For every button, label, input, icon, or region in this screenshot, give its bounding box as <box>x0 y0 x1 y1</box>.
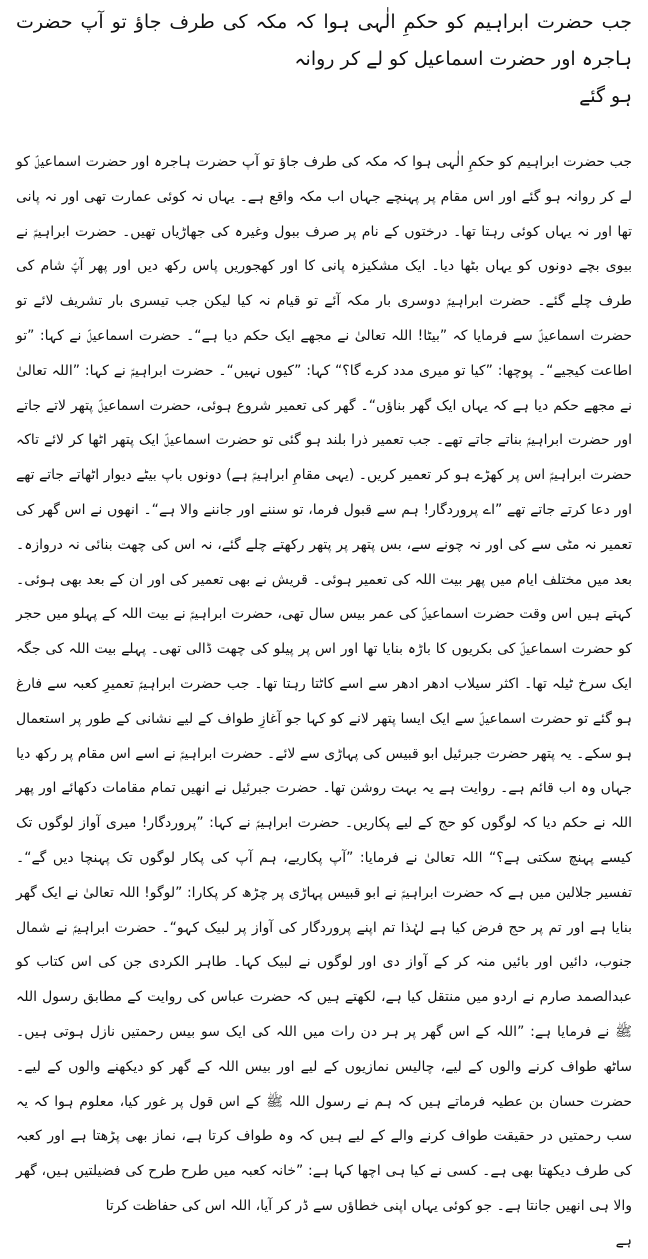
heading-line-2: ہو گئے <box>579 85 632 107</box>
page-heading <box>16 4 632 115</box>
body-last-line: ہے <box>615 1232 632 1249</box>
body-paragraph: جب حضرت ابراہیم کو حکمِ الٰہی ہوا کہ مکہ کی طرف جاؤ تو آپ حضرت ہاجرہ اور حضرت اسماعیلؑ کو لے کر روانہ ہو گئے اور اس مقام پر پہنچے جہاں اب مکہ واقع ہے۔ یہاں نہ کوئی عمارت تھی اور نہ پانی تھا اور نہ یہاں کوئی رہتا تھا۔ درختوں کے نام پر صرف ببول وغیرہ کی جھاڑیاں تھیں۔ حضرت ابراہیمؑ نے بیوی بچے دونوں کو یہاں بٹھا دیا۔ ایک مشکیزہ پانی کا اور کھجوریں پاس رکھ دیں اور پھر آپؑ شام کی طرف چلے گئے۔ حضرت ابراہیمؑ دوسری بار مکہ آئے تو قیام نہ کیا لیکن جب تیسری بار تشریف لائے تو حضرت اسماعیلؑ سے فرمایا کہ ”بیٹا! اللہ تعالیٰ نے مجھے ایک حکم دیا ہے“۔ حضرت اسماعیلؑ نے کہا: ”تو اطاعت کیجیے“۔ پوچھا: ”کیا تو میری مدد کرے گا؟“ کہا: ”کیوں نہیں“۔ حضرت ابراہیمؑ نے کہا: ”اللہ تعالیٰ نے مجھے حکم دیا ہے کہ یہاں ایک گھر بناؤں“۔ گھر کی تعمیر شروع ہوئی، حضرت اسماعیلؑ پتھر لاتے جاتے اور حضرت ابراہیمؑ بناتے جاتے تھے۔ جب تعمیر ذرا بلند ہو گئی تو حضرت اسماعیلؑ ایک پتھر اٹھا کر لائے تاکہ حضرت ابراہیمؑ اس پر کھڑے ہو کر تعمیر کریں۔ (یہی مقامِ ابراہیمؑ ہے) دونوں باپ بیٹے دیوار اٹھاتے جاتے تھے اور دعا کرتے جاتے تھے ”اے پروردگار! ہم سے قبول فرما، تو سننے اور جاننے والا ہے“۔ انھوں نے اس گھر کی تعمیر نہ مٹی سے کی اور نہ چونے سے، بس پتھر پر پتھر رکھتے چلے گئے، نہ اس کی چھت بنائی نہ دروازہ۔ بعد میں مختلف ایام میں پھر بیت اللہ کی تعمیر ہوئی۔ قریش نے بھی تعمیر کی اور ان کے بعد بھی ہوئی۔ کہتے ہیں اس وقت حضرت اسماعیلؑ کی عمر بیس سال تھی، حضرت ابراہیمؑ نے بیت اللہ کے پہلو میں حجر کو حضرت اسماعیلؑ کی بکریوں کا باڑہ بنایا تھا اور اس پر پیلو کی چھت ڈالی تھی۔ پہلے بیت اللہ کی جگہ ایک سرخ ٹیلہ تھا۔ اکثر سیلاب ادھر ادھر سے اسے کاٹتا رہتا تھا۔ جب حضرت ابراہیمؑ تعمیرِ کعبہ سے فارغ ہو گئے تو حضرت اسماعیلؑ سے ایک ایسا پتھر لانے کو کہا جو آغازِ طواف کے لیے نشانی کے طور پر استعمال ہو سکے۔ یہ پتھر حضرت جبرئیل ابو قبیس کی پہاڑی سے لائے۔ حضرت ابراہیمؑ نے اسے اس مقام پر رکھ دیا جہاں وہ اب قائم ہے۔ روایت ہے یہ بہت روشن تھا۔ حضرت جبرئیل نے انھیں تمام مقامات دکھائے اور پھر اللہ نے حکم دیا کہ لوگوں کو حج کے لیے پکاریں۔ حضرت ابراہیمؑ نے کہا: ”پروردگار! میری آواز لوگوں تک کیسے پہنچ سکتی ہے؟“ اللہ تعالیٰ نے فرمایا: ”آپ پکاریے، ہم آپ کی پکار لوگوں تک پہنچا دیں گے“۔ تفسیر جلالین میں ہے کہ حضرت ابراہیمؑ نے ابو قبیس پہاڑی پر چڑھ کر پکارا: ”لوگو! اللہ تعالیٰ نے ایک گھر بنایا ہے اور تم پر حج فرض کیا ہے لہٰذا تم اپنے پروردگار کی آواز پر لبیک کہو“۔ حضرت ابراہیمؑ نے شمال جنوب، دائیں اور بائیں منہ کر کے آواز دی اور لوگوں نے لبیک کہا۔ طاہر الکردی جن کی اس کتاب کو عبدالصمد صارم نے اردو میں منتقل کیا ہے، لکھتے ہیں کہ حضرت عباس کی روایت کے مطابق رسول اللہ ﷺ نے فرمایا ہے: ”اللہ کے اس گھر پر ہر دن رات میں اللہ کی ایک سو بیس رحمتیں نازل ہوتی ہیں۔ ساٹھ طواف کرنے والوں کے لیے، چالیس نمازیوں کے لیے اور بیس اللہ کے گھر کو دیکھنے والوں کے لیے۔ حضرت حسان بن عطیہ فرماتے ہیں کہ ہم نے رسول اللہ ﷺ کے اس قول پر غور کیا، معلوم ہوا کہ یہ سب رحمتیں در حقیقت طواف کرنے والے کے لیے ہیں کہ وہ طواف کرتا ہے، نماز بھی پڑھتا ہے اور کعبہ کی طرف دیکھتا بھی ہے۔ کسی نے کیا ہی اچھا کہا ہے: ”خانہ کعبہ میں طرح طرح کی فضیلتیں ہیں، گھر والا ہی انھیں جانتا ہے۔ جو کوئی یہاں اپنی خطاؤں سے ڈر کر آیا، اللہ اس کی حفاظت کرتا <box>16 154 632 1214</box>
section-gap <box>16 115 632 145</box>
heading-line-1: جب حضرت ابراہیم کو حکمِ الٰہی ہوا کہ مکہ کی طرف جاؤ تو آپ حضرت ہاجرہ اور حضرت اسماعیل کو لے کر روانہ <box>16 11 632 70</box>
